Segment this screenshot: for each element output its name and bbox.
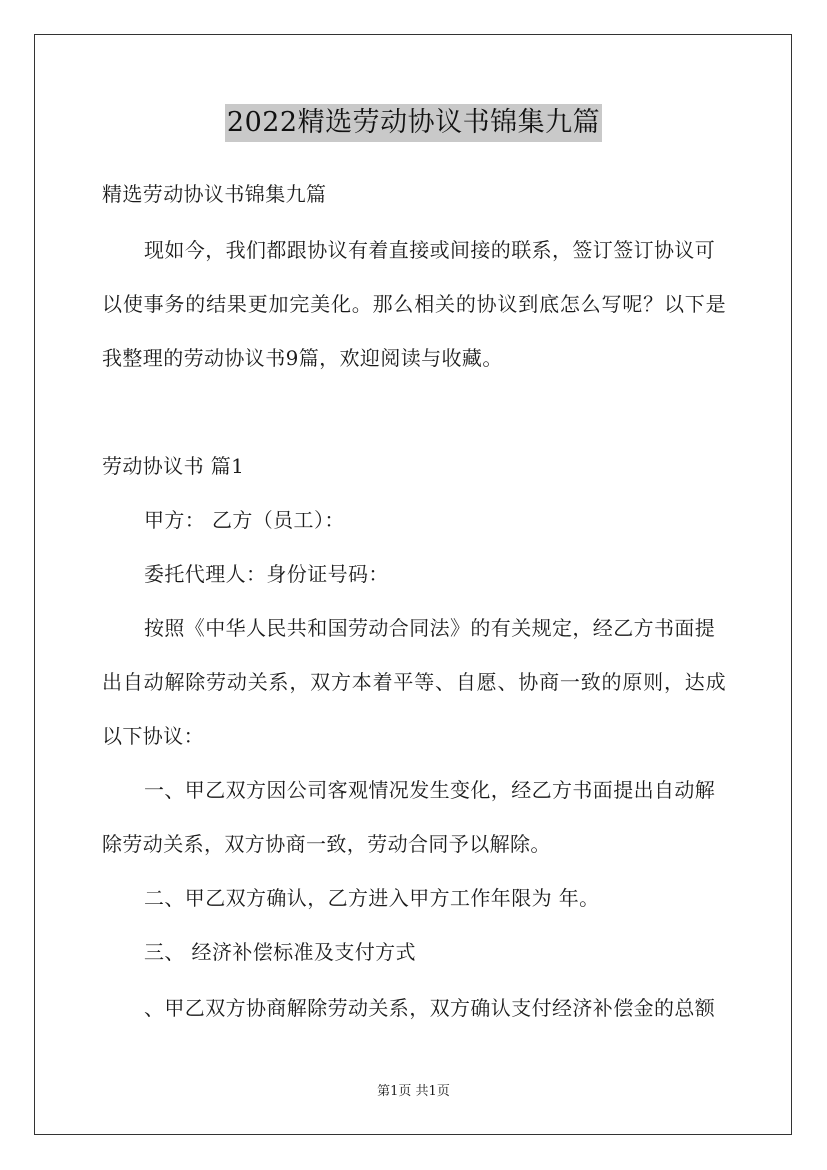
intro-line-2: 以使事务的结果更加完美化。那么相关的协议到底怎么写呢？以下是: [102, 292, 726, 316]
clause-three: 三、 经济补偿标准及支付方式: [144, 940, 416, 964]
law-line-2: 出自动解除劳动关系，双方本着平等、自愿、协商一致的原则，达成: [102, 670, 726, 694]
section-heading: 劳动协议书 篇1: [102, 454, 245, 478]
document-subtitle: 精选劳动协议书锦集九篇: [102, 182, 327, 206]
document-title: 2022精选劳动协议书锦集九篇: [225, 104, 602, 142]
clause-three-sub: 、甲乙双方协商解除劳动关系，双方确认支付经济补偿金的总额: [144, 996, 716, 1020]
title-container: [0, 104, 827, 142]
law-line-3: 以下协议：: [102, 724, 204, 748]
clause-two: 二、甲乙双方确认，乙方进入甲方工作年限为 年。: [144, 886, 600, 910]
agent-line: 委托代理人：身份证号码：: [144, 562, 389, 586]
party-line: 甲方： 乙方（员工）：: [144, 508, 345, 532]
page-footer: 第1页 共1页: [377, 1084, 450, 1099]
clause-one-line-1: 一、甲乙双方因公司客观情况发生变化，经乙方书面提出自动解: [144, 778, 716, 802]
intro-line-1: 现如今，我们都跟协议有着直接或间接的联系，签订签订协议可: [144, 238, 716, 262]
law-line-1: 按照《中华人民共和国劳动合同法》的有关规定，经乙方书面提: [144, 616, 716, 640]
intro-line-3: 我整理的劳动协议书9篇，欢迎阅读与收藏。: [102, 346, 503, 370]
clause-one-line-2: 除劳动关系，双方协商一致，劳动合同予以解除。: [102, 832, 551, 856]
